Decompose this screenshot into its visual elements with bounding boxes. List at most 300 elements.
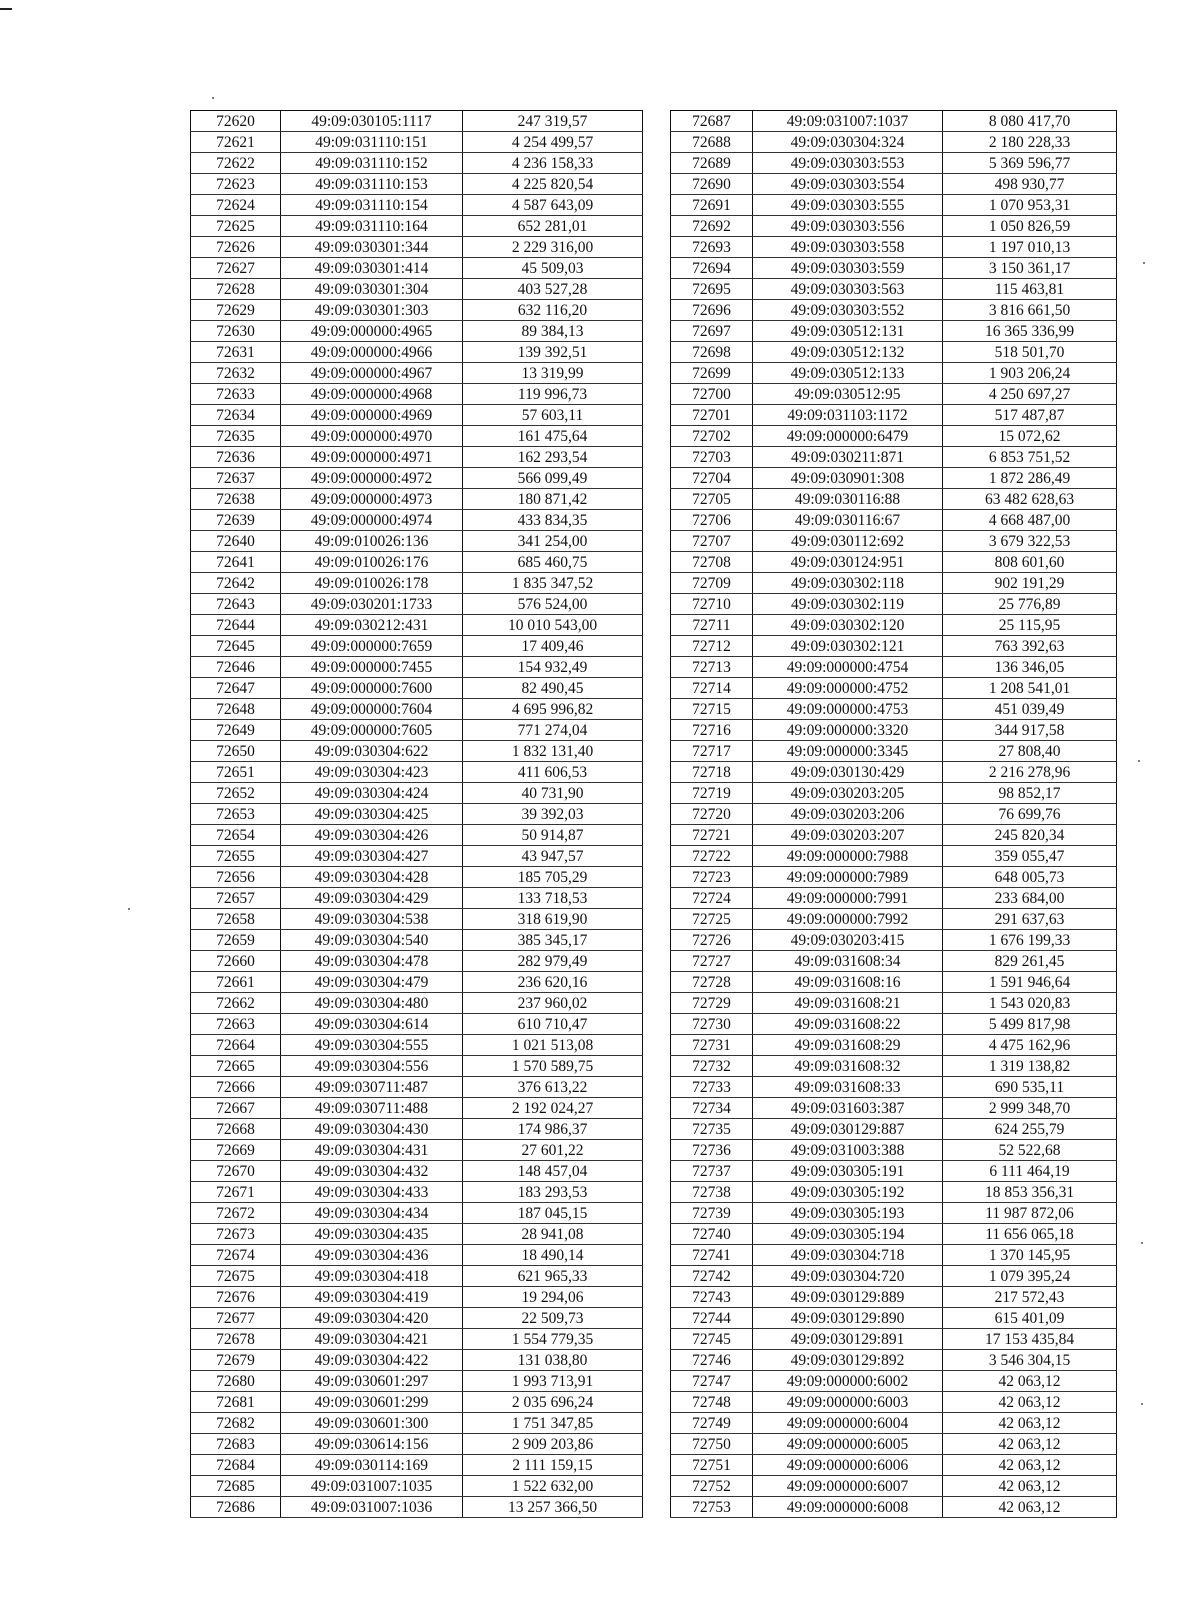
row-number-cell: 72724 xyxy=(671,888,753,909)
row-number-cell: 72640 xyxy=(191,531,281,552)
cadastral-value-cell: 42 063,12 xyxy=(943,1392,1117,1413)
table-row xyxy=(671,972,1117,993)
cadastral-value-cell: 4 475 162,96 xyxy=(943,1035,1117,1056)
cadastral-value-cell: 1 993 713,91 xyxy=(463,1371,643,1392)
table-row xyxy=(671,762,1117,783)
table-row xyxy=(671,1119,1117,1140)
cadastral-value-cell: 566 099,49 xyxy=(463,468,643,489)
cadastral-value-cell: 1 070 953,31 xyxy=(943,195,1117,216)
row-number-cell: 72631 xyxy=(191,342,281,363)
cadastral-number-cell: 49:09:030304:431 xyxy=(281,1140,463,1161)
cadastral-value-cell: 247 319,57 xyxy=(463,111,643,132)
cadastral-number-cell: 49:09:010026:136 xyxy=(281,531,463,552)
table-row xyxy=(191,321,643,342)
cadastral-number-cell: 49:09:030304:556 xyxy=(281,1056,463,1077)
row-number-cell: 72658 xyxy=(191,909,281,930)
cadastral-number-cell: 49:09:030116:88 xyxy=(753,489,943,510)
cadastral-number-cell: 49:09:030304:555 xyxy=(281,1035,463,1056)
table-row xyxy=(671,930,1117,951)
cadastral-number-cell: 49:09:030203:207 xyxy=(753,825,943,846)
cadastral-value-cell: 1 021 513,08 xyxy=(463,1035,643,1056)
cadastral-value-cell: 4 254 499,57 xyxy=(463,132,643,153)
table-row xyxy=(671,1140,1117,1161)
row-number-cell: 72742 xyxy=(671,1266,753,1287)
table-row xyxy=(671,195,1117,216)
table-row xyxy=(191,1182,643,1203)
cadastral-value-cell: 341 254,00 xyxy=(463,531,643,552)
cadastral-number-cell: 49:09:000000:4752 xyxy=(753,678,943,699)
row-number-cell: 72641 xyxy=(191,552,281,573)
row-number-cell: 72722 xyxy=(671,846,753,867)
table-row xyxy=(191,741,643,762)
table-row xyxy=(191,993,643,1014)
cadastral-value-cell: 25 115,95 xyxy=(943,615,1117,636)
cadastral-value-cell: 1 050 826,59 xyxy=(943,216,1117,237)
table-row xyxy=(191,1434,643,1455)
cadastral-value-cell: 233 684,00 xyxy=(943,888,1117,909)
cadastral-value-cell: 624 255,79 xyxy=(943,1119,1117,1140)
row-number-cell: 72659 xyxy=(191,930,281,951)
table-row xyxy=(191,279,643,300)
table-row xyxy=(191,951,643,972)
cadastral-number-cell: 49:09:030302:119 xyxy=(753,594,943,615)
row-number-cell: 72651 xyxy=(191,762,281,783)
cadastral-number-cell: 49:09:030129:890 xyxy=(753,1308,943,1329)
cadastral-number-cell: 49:09:000000:6004 xyxy=(753,1413,943,1434)
row-number-cell: 72653 xyxy=(191,804,281,825)
cadastral-number-cell: 49:09:030211:871 xyxy=(753,447,943,468)
cadastral-value-cell: 16 365 336,99 xyxy=(943,321,1117,342)
cadastral-value-cell: 3 679 322,53 xyxy=(943,531,1117,552)
row-number-cell: 72731 xyxy=(671,1035,753,1056)
table-row xyxy=(671,531,1117,552)
cadastral-number-cell: 49:09:030201:1733 xyxy=(281,594,463,615)
table-row xyxy=(191,1140,643,1161)
cadastral-value-cell: 4 250 697,27 xyxy=(943,384,1117,405)
cadastral-number-cell: 49:09:031608:33 xyxy=(753,1077,943,1098)
row-number-cell: 72703 xyxy=(671,447,753,468)
row-number-cell: 72738 xyxy=(671,1182,753,1203)
cadastral-value-cell: 42 063,12 xyxy=(943,1371,1117,1392)
cadastral-number-cell: 49:09:030112:692 xyxy=(753,531,943,552)
cadastral-value-cell: 133 718,53 xyxy=(463,888,643,909)
table-row xyxy=(191,888,643,909)
table-row xyxy=(671,300,1117,321)
cadastral-value-cell: 648 005,73 xyxy=(943,867,1117,888)
table-row xyxy=(191,1161,643,1182)
row-number-cell: 72645 xyxy=(191,636,281,657)
cadastral-value-cell: 632 116,20 xyxy=(463,300,643,321)
cadastral-number-cell: 49:09:030212:431 xyxy=(281,615,463,636)
table-row xyxy=(191,1287,643,1308)
table-row xyxy=(191,1455,643,1476)
cadastral-number-cell: 49:09:030304:427 xyxy=(281,846,463,867)
table-row xyxy=(671,1224,1117,1245)
row-number-cell: 72636 xyxy=(191,447,281,468)
cadastral-number-cell: 49:09:030301:303 xyxy=(281,300,463,321)
cadastral-number-cell: 49:09:031603:387 xyxy=(753,1098,943,1119)
table-row xyxy=(191,1329,643,1350)
cadastral-value-cell: 42 063,12 xyxy=(943,1497,1117,1518)
cadastral-number-cell: 49:09:000000:4971 xyxy=(281,447,463,468)
row-number-cell: 72662 xyxy=(191,993,281,1014)
cadastral-number-cell: 49:09:030129:891 xyxy=(753,1329,943,1350)
cadastral-value-cell: 161 475,64 xyxy=(463,426,643,447)
table-row xyxy=(671,132,1117,153)
row-number-cell: 72626 xyxy=(191,237,281,258)
table-row xyxy=(191,657,643,678)
cadastral-value-cell: 385 345,17 xyxy=(463,930,643,951)
scan-speck xyxy=(128,908,130,910)
cadastral-number-cell: 49:09:000000:6003 xyxy=(753,1392,943,1413)
cadastral-number-cell: 49:09:030304:718 xyxy=(753,1245,943,1266)
row-number-cell: 72647 xyxy=(191,678,281,699)
row-number-cell: 72743 xyxy=(671,1287,753,1308)
table-row xyxy=(191,363,643,384)
table-row xyxy=(191,1077,643,1098)
cadastral-value-cell: 1 903 206,24 xyxy=(943,363,1117,384)
row-number-cell: 72720 xyxy=(671,804,753,825)
cadastral-number-cell: 49:09:030304:479 xyxy=(281,972,463,993)
table-row xyxy=(191,1035,643,1056)
cadastral-value-cell: 3 546 304,15 xyxy=(943,1350,1117,1371)
cadastral-number-cell: 49:09:030304:430 xyxy=(281,1119,463,1140)
table-row xyxy=(671,405,1117,426)
cadastral-value-cell: 318 619,90 xyxy=(463,909,643,930)
cadastral-value-cell: 1 522 632,00 xyxy=(463,1476,643,1497)
row-number-cell: 72644 xyxy=(191,615,281,636)
table-row xyxy=(191,846,643,867)
cadastral-number-cell: 49:09:030114:169 xyxy=(281,1455,463,1476)
cadastral-number-cell: 49:09:030303:554 xyxy=(753,174,943,195)
row-number-cell: 72629 xyxy=(191,300,281,321)
cadastral-number-cell: 49:09:030304:419 xyxy=(281,1287,463,1308)
table-row xyxy=(671,1476,1117,1497)
cadastral-number-cell: 49:09:030711:488 xyxy=(281,1098,463,1119)
cadastral-value-cell: 621 965,33 xyxy=(463,1266,643,1287)
row-number-cell: 72714 xyxy=(671,678,753,699)
cadastral-value-cell: 2 229 316,00 xyxy=(463,237,643,258)
table-row xyxy=(191,111,643,132)
cadastral-value-cell: 1 835 347,52 xyxy=(463,573,643,594)
row-number-cell: 72736 xyxy=(671,1140,753,1161)
row-number-cell: 72660 xyxy=(191,951,281,972)
row-number-cell: 72733 xyxy=(671,1077,753,1098)
cadastral-number-cell: 49:09:000000:7989 xyxy=(753,867,943,888)
cadastral-value-cell: 28 941,08 xyxy=(463,1224,643,1245)
row-number-cell: 72622 xyxy=(191,153,281,174)
cadastral-value-cell: 27 808,40 xyxy=(943,741,1117,762)
cadastral-value-cell: 42 063,12 xyxy=(943,1476,1117,1497)
cadastral-value-cell: 1 872 286,49 xyxy=(943,468,1117,489)
cadastral-number-cell: 49:09:030305:192 xyxy=(753,1182,943,1203)
row-number-cell: 72697 xyxy=(671,321,753,342)
table-row xyxy=(191,636,643,657)
table-row xyxy=(191,804,643,825)
cadastral-number-cell: 49:09:031003:388 xyxy=(753,1140,943,1161)
row-number-cell: 72621 xyxy=(191,132,281,153)
row-number-cell: 72705 xyxy=(671,489,753,510)
table-row xyxy=(671,699,1117,720)
table-row xyxy=(191,174,643,195)
table-row xyxy=(671,825,1117,846)
cadastral-value-cell: 5 369 596,77 xyxy=(943,153,1117,174)
row-number-cell: 72676 xyxy=(191,1287,281,1308)
row-number-cell: 72717 xyxy=(671,741,753,762)
cadastral-number-cell: 49:09:000000:7455 xyxy=(281,657,463,678)
cadastral-number-cell: 49:09:030304:421 xyxy=(281,1329,463,1350)
table-row xyxy=(191,153,643,174)
row-number-cell: 72745 xyxy=(671,1329,753,1350)
cadastral-number-cell: 49:09:031103:1172 xyxy=(753,405,943,426)
row-number-cell: 72753 xyxy=(671,1497,753,1518)
cadastral-number-cell: 49:09:000000:6008 xyxy=(753,1497,943,1518)
cadastral-number-cell: 49:09:030711:487 xyxy=(281,1077,463,1098)
table-row xyxy=(191,699,643,720)
table-row xyxy=(671,1371,1117,1392)
table-row xyxy=(191,216,643,237)
row-number-cell: 72633 xyxy=(191,384,281,405)
cadastral-value-cell: 1 208 541,01 xyxy=(943,678,1117,699)
cadastral-value-cell: 136 346,05 xyxy=(943,657,1117,678)
table-row xyxy=(191,426,643,447)
cadastral-value-cell: 11 987 872,06 xyxy=(943,1203,1117,1224)
cadastral-value-cell: 13 319,99 xyxy=(463,363,643,384)
row-number-cell: 72728 xyxy=(671,972,753,993)
cadastral-value-cell: 183 293,53 xyxy=(463,1182,643,1203)
cadastral-number-cell: 49:09:031608:29 xyxy=(753,1035,943,1056)
row-number-cell: 72630 xyxy=(191,321,281,342)
row-number-cell: 72723 xyxy=(671,867,753,888)
cadastral-value-cell: 771 274,04 xyxy=(463,720,643,741)
row-number-cell: 72652 xyxy=(191,783,281,804)
table-row xyxy=(671,1455,1117,1476)
row-number-cell: 72649 xyxy=(191,720,281,741)
cadastral-number-cell: 49:09:030302:121 xyxy=(753,636,943,657)
cadastral-number-cell: 49:09:030601:300 xyxy=(281,1413,463,1434)
row-number-cell: 72685 xyxy=(191,1476,281,1497)
cadastral-number-cell: 49:09:000000:4965 xyxy=(281,321,463,342)
cadastral-number-cell: 49:09:030124:951 xyxy=(753,552,943,573)
cadastral-value-cell: 763 392,63 xyxy=(943,636,1117,657)
cadastral-value-cell: 15 072,62 xyxy=(943,426,1117,447)
table-row xyxy=(191,1308,643,1329)
cadastral-number-cell: 49:09:010026:176 xyxy=(281,552,463,573)
table-row xyxy=(671,720,1117,741)
cadastral-table-left xyxy=(190,110,643,1518)
table-row xyxy=(671,1182,1117,1203)
cadastral-number-cell: 49:09:000000:7659 xyxy=(281,636,463,657)
cadastral-value-cell: 39 392,03 xyxy=(463,804,643,825)
table-row xyxy=(671,321,1117,342)
cadastral-number-cell: 49:09:030303:556 xyxy=(753,216,943,237)
cadastral-number-cell: 49:09:030304:422 xyxy=(281,1350,463,1371)
cadastral-value-cell: 50 914,87 xyxy=(463,825,643,846)
cadastral-value-cell: 139 392,51 xyxy=(463,342,643,363)
table-row xyxy=(671,951,1117,972)
cadastral-number-cell: 49:09:000000:7605 xyxy=(281,720,463,741)
cadastral-value-cell: 1 751 347,85 xyxy=(463,1413,643,1434)
row-number-cell: 72623 xyxy=(191,174,281,195)
cadastral-value-cell: 1 370 145,95 xyxy=(943,1245,1117,1266)
table-row xyxy=(191,1119,643,1140)
row-number-cell: 72646 xyxy=(191,657,281,678)
row-number-cell: 72718 xyxy=(671,762,753,783)
cadastral-number-cell: 49:09:031110:164 xyxy=(281,216,463,237)
table-row xyxy=(191,1371,643,1392)
cadastral-number-cell: 49:09:030105:1117 xyxy=(281,111,463,132)
row-number-cell: 72701 xyxy=(671,405,753,426)
row-number-cell: 72693 xyxy=(671,237,753,258)
table-row xyxy=(671,1014,1117,1035)
cadastral-number-cell: 49:09:030304:424 xyxy=(281,783,463,804)
row-number-cell: 72643 xyxy=(191,594,281,615)
table-row xyxy=(671,594,1117,615)
row-number-cell: 72726 xyxy=(671,930,753,951)
table-right-body xyxy=(671,111,1117,1518)
row-number-cell: 72638 xyxy=(191,489,281,510)
row-number-cell: 72664 xyxy=(191,1035,281,1056)
cadastral-number-cell: 49:09:030614:156 xyxy=(281,1434,463,1455)
table-row xyxy=(191,447,643,468)
cadastral-number-cell: 49:09:030512:95 xyxy=(753,384,943,405)
row-number-cell: 72704 xyxy=(671,468,753,489)
cadastral-number-cell: 49:09:031608:34 xyxy=(753,951,943,972)
table-row xyxy=(191,1203,643,1224)
table-row xyxy=(191,237,643,258)
cadastral-table-right xyxy=(670,110,1117,1518)
cadastral-number-cell: 49:09:010026:178 xyxy=(281,573,463,594)
table-row xyxy=(191,195,643,216)
table-row xyxy=(671,615,1117,636)
cadastral-number-cell: 49:09:030304:324 xyxy=(753,132,943,153)
table-row xyxy=(191,972,643,993)
row-number-cell: 72635 xyxy=(191,426,281,447)
cadastral-value-cell: 1 079 395,24 xyxy=(943,1266,1117,1287)
row-number-cell: 72690 xyxy=(671,174,753,195)
row-number-cell: 72706 xyxy=(671,510,753,531)
row-number-cell: 72716 xyxy=(671,720,753,741)
scan-speck xyxy=(1141,1403,1143,1405)
cadastral-value-cell: 1 319 138,82 xyxy=(943,1056,1117,1077)
table-row xyxy=(671,489,1117,510)
scan-speck xyxy=(1138,760,1140,762)
cadastral-number-cell: 49:09:000000:6479 xyxy=(753,426,943,447)
table-row xyxy=(191,552,643,573)
row-number-cell: 72681 xyxy=(191,1392,281,1413)
cadastral-number-cell: 49:09:030203:206 xyxy=(753,804,943,825)
row-number-cell: 72682 xyxy=(191,1413,281,1434)
cadastral-value-cell: 518 501,70 xyxy=(943,342,1117,363)
cadastral-number-cell: 49:09:030129:889 xyxy=(753,1287,943,1308)
cadastral-number-cell: 49:09:030304:434 xyxy=(281,1203,463,1224)
cadastral-value-cell: 25 776,89 xyxy=(943,594,1117,615)
cadastral-number-cell: 49:09:030304:418 xyxy=(281,1266,463,1287)
cadastral-value-cell: 1 591 946,64 xyxy=(943,972,1117,993)
table-row xyxy=(191,762,643,783)
cadastral-value-cell: 245 820,34 xyxy=(943,825,1117,846)
cadastral-value-cell: 652 281,01 xyxy=(463,216,643,237)
row-number-cell: 72739 xyxy=(671,1203,753,1224)
row-number-cell: 72678 xyxy=(191,1329,281,1350)
cadastral-number-cell: 49:09:030304:425 xyxy=(281,804,463,825)
table-row xyxy=(191,258,643,279)
row-number-cell: 72686 xyxy=(191,1497,281,1518)
row-number-cell: 72687 xyxy=(671,111,753,132)
row-number-cell: 72727 xyxy=(671,951,753,972)
cadastral-number-cell: 49:09:031608:21 xyxy=(753,993,943,1014)
cadastral-number-cell: 49:09:030130:429 xyxy=(753,762,943,783)
cadastral-number-cell: 49:09:000000:7600 xyxy=(281,678,463,699)
row-number-cell: 72657 xyxy=(191,888,281,909)
table-row xyxy=(191,615,643,636)
cadastral-value-cell: 498 930,77 xyxy=(943,174,1117,195)
cadastral-number-cell: 49:09:000000:7991 xyxy=(753,888,943,909)
cadastral-number-cell: 49:09:030512:132 xyxy=(753,342,943,363)
cadastral-value-cell: 690 535,11 xyxy=(943,1077,1117,1098)
cadastral-value-cell: 2 035 696,24 xyxy=(463,1392,643,1413)
cadastral-value-cell: 615 401,09 xyxy=(943,1308,1117,1329)
table-row xyxy=(191,489,643,510)
cadastral-value-cell: 131 038,80 xyxy=(463,1350,643,1371)
row-number-cell: 72721 xyxy=(671,825,753,846)
table-row xyxy=(191,132,643,153)
table-row xyxy=(671,783,1117,804)
table-row xyxy=(671,237,1117,258)
cadastral-value-cell: 217 572,43 xyxy=(943,1287,1117,1308)
table-row xyxy=(191,1413,643,1434)
cadastral-number-cell: 49:09:000000:4968 xyxy=(281,384,463,405)
table-left-body xyxy=(191,111,643,1518)
cadastral-number-cell: 49:09:030301:304 xyxy=(281,279,463,300)
table-row xyxy=(191,1224,643,1245)
table-row xyxy=(671,1413,1117,1434)
table-row xyxy=(191,1056,643,1077)
cadastral-number-cell: 49:09:030304:428 xyxy=(281,867,463,888)
cadastral-number-cell: 49:09:030304:433 xyxy=(281,1182,463,1203)
row-number-cell: 72634 xyxy=(191,405,281,426)
cadastral-value-cell: 282 979,49 xyxy=(463,951,643,972)
row-number-cell: 72741 xyxy=(671,1245,753,1266)
cadastral-number-cell: 49:09:031110:151 xyxy=(281,132,463,153)
table-row xyxy=(671,1245,1117,1266)
cadastral-value-cell: 174 986,37 xyxy=(463,1119,643,1140)
table-row xyxy=(671,384,1117,405)
row-number-cell: 72699 xyxy=(671,363,753,384)
cadastral-value-cell: 829 261,45 xyxy=(943,951,1117,972)
cadastral-number-cell: 49:09:000000:3320 xyxy=(753,720,943,741)
row-number-cell: 72708 xyxy=(671,552,753,573)
row-number-cell: 72650 xyxy=(191,741,281,762)
cadastral-value-cell: 17 153 435,84 xyxy=(943,1329,1117,1350)
cadastral-number-cell: 49:09:000000:6005 xyxy=(753,1434,943,1455)
cadastral-value-cell: 98 852,17 xyxy=(943,783,1117,804)
cadastral-number-cell: 49:09:030304:435 xyxy=(281,1224,463,1245)
scan-speck xyxy=(1141,1242,1143,1244)
cadastral-value-cell: 376 613,22 xyxy=(463,1077,643,1098)
table-row xyxy=(191,783,643,804)
cadastral-value-cell: 11 656 065,18 xyxy=(943,1224,1117,1245)
cadastral-value-cell: 82 490,45 xyxy=(463,678,643,699)
cadastral-value-cell: 8 080 417,70 xyxy=(943,111,1117,132)
cadastral-value-cell: 52 522,68 xyxy=(943,1140,1117,1161)
row-number-cell: 72672 xyxy=(191,1203,281,1224)
table-row xyxy=(671,1329,1117,1350)
row-number-cell: 72665 xyxy=(191,1056,281,1077)
row-number-cell: 72694 xyxy=(671,258,753,279)
table-row xyxy=(671,909,1117,930)
table-row xyxy=(191,573,643,594)
